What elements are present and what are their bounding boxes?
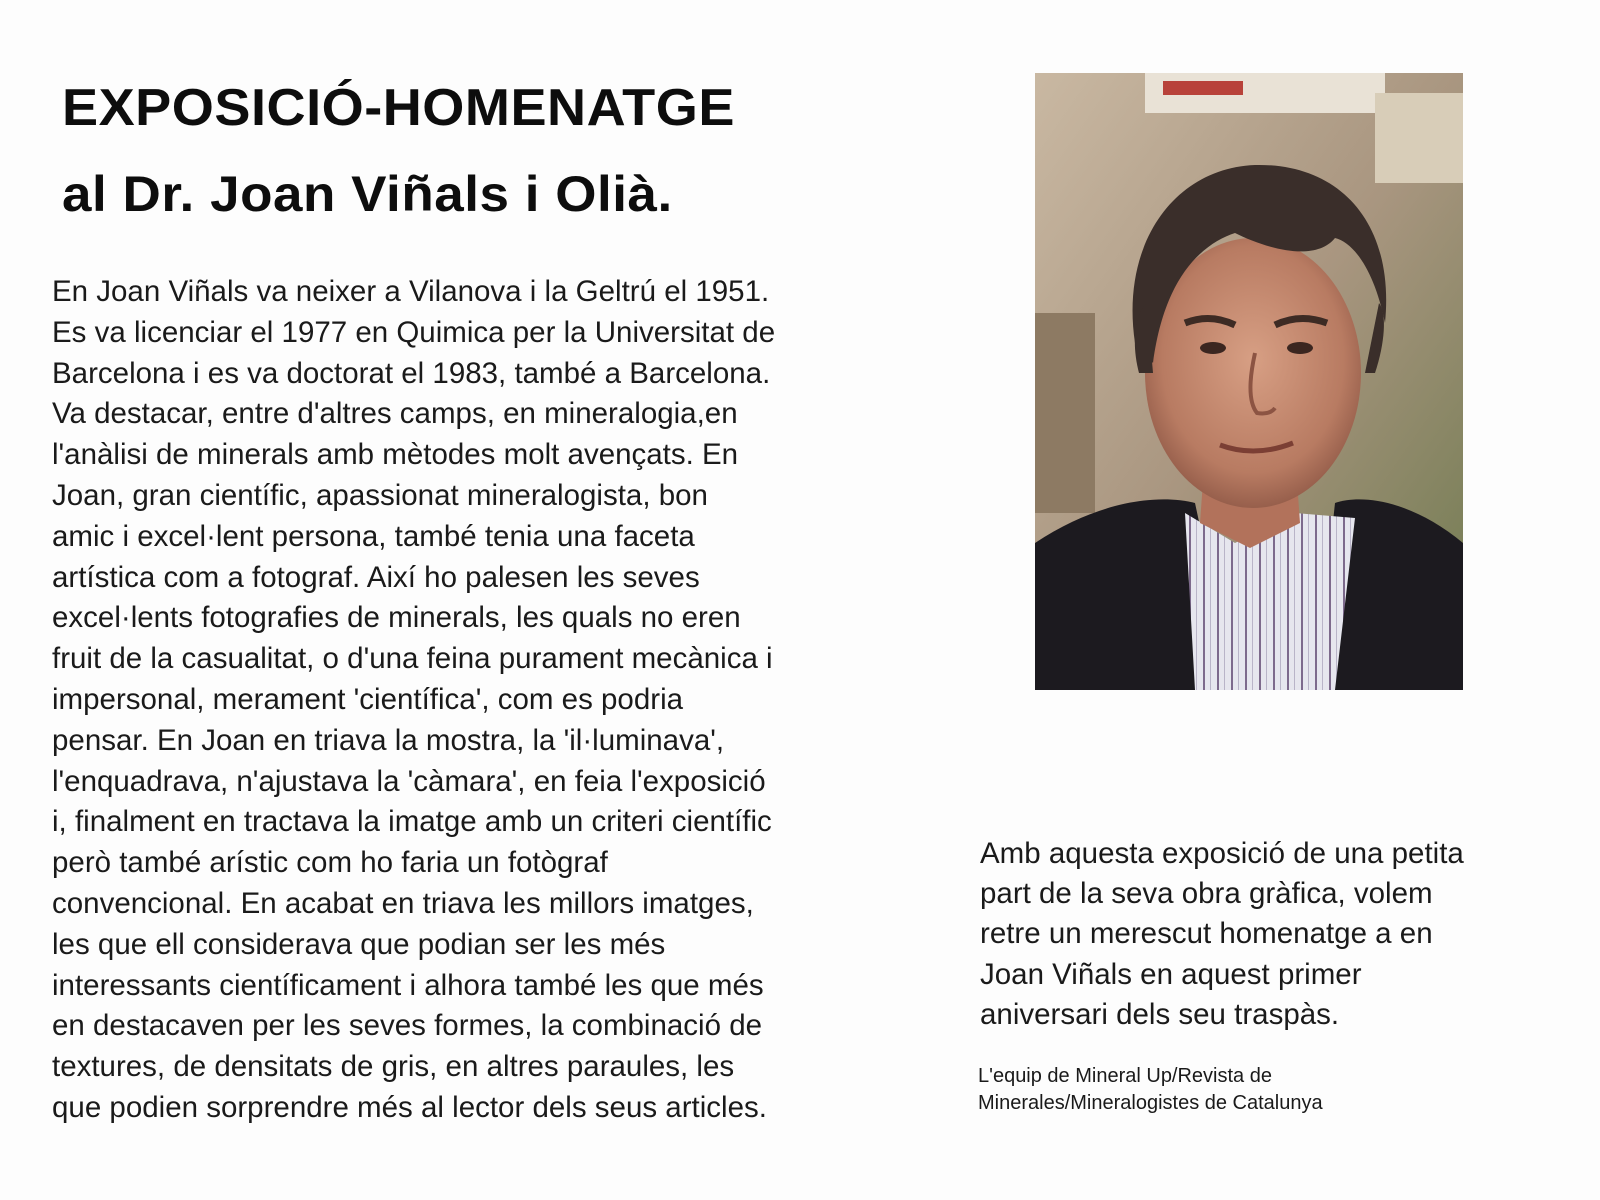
biography-line: pensar. En Joan en triava la mostra, la 'il·luminava', xyxy=(52,723,725,757)
biography-line: Es va licenciar el 1977 en Quimica per la Universitat de xyxy=(52,315,776,349)
biography-line: les que ell considerava que podian ser les més xyxy=(52,927,666,961)
biography-line: però també arístic com ho faria un fotògraf xyxy=(52,846,608,880)
biography-line: amic i excel·lent persona, també tenia una faceta xyxy=(52,519,695,553)
biography-paragraph xyxy=(52,272,932,1129)
title-line-2: al Dr. Joan Viñals i Olià. xyxy=(62,166,673,222)
biography-line: l'anàlisi de minerals amb mètodes molt avençats. En xyxy=(52,438,739,472)
biography-line: interessants científicament i alhora també les que més xyxy=(52,968,764,1002)
homage-line: retre un merescut homenatge a en xyxy=(980,917,1433,951)
biography-line: excel·lents fotografies de minerals, les quals no eren xyxy=(52,601,741,635)
homage-line: Amb aquesta exposició de una petita xyxy=(980,837,1464,870)
biography-line: i, finalment en tractava la imatge amb un criteri científic xyxy=(52,805,772,839)
credits-signature xyxy=(978,1063,1498,1117)
biography-line: en destacaven per les seves formes, la combinació de xyxy=(52,1009,763,1043)
biography-line: Joan, gran científic, apassionat mineralogista, bon xyxy=(52,478,708,512)
homage-line: Joan Viñals en aquest primer xyxy=(980,957,1362,991)
portrait-photo xyxy=(1035,73,1463,690)
homage-line: part de la seva obra gràfica, volem xyxy=(980,877,1433,911)
biography-line: impersonal, merament 'científica', com es podria xyxy=(52,682,684,716)
homage-line: aniversari dels seu traspàs. xyxy=(980,997,1340,1031)
biography-line: l'enquadrava, n'ajustava la 'càmara', en feia l'exposició xyxy=(52,764,766,798)
biography-line: textures, de densitats de gris, en altres paraules, les xyxy=(52,1050,735,1084)
biography-line: que podien sorprendre més al lector dels seus articles. xyxy=(52,1090,767,1124)
credits-line: Minerales/Mineralogistes de Catalunya xyxy=(978,1092,1323,1114)
credits-line: L'equip de Mineral Up/Revista de xyxy=(978,1065,1272,1087)
biography-line: artística com a fotograf. Així ho palesen les seves xyxy=(52,560,700,594)
biography-line: Barcelona i es va doctorat el 1983, també a Barcelona. xyxy=(52,356,771,390)
biography-line: convencional. En acabat en triava les millors imatges, xyxy=(52,886,754,920)
homage-paragraph xyxy=(980,834,1580,1035)
biography-line: fruit de la casualitat, o d'una feina purament mecànica i xyxy=(52,642,773,676)
biography-line: En Joan Viñals va neixer a Vilanova i la Geltrú el 1951. xyxy=(52,275,770,308)
title-line-1: EXPOSICIÓ-HOMENATGE xyxy=(62,79,735,137)
biography-line: Va destacar, entre d'altres camps, en mineralogia,en xyxy=(52,397,738,431)
